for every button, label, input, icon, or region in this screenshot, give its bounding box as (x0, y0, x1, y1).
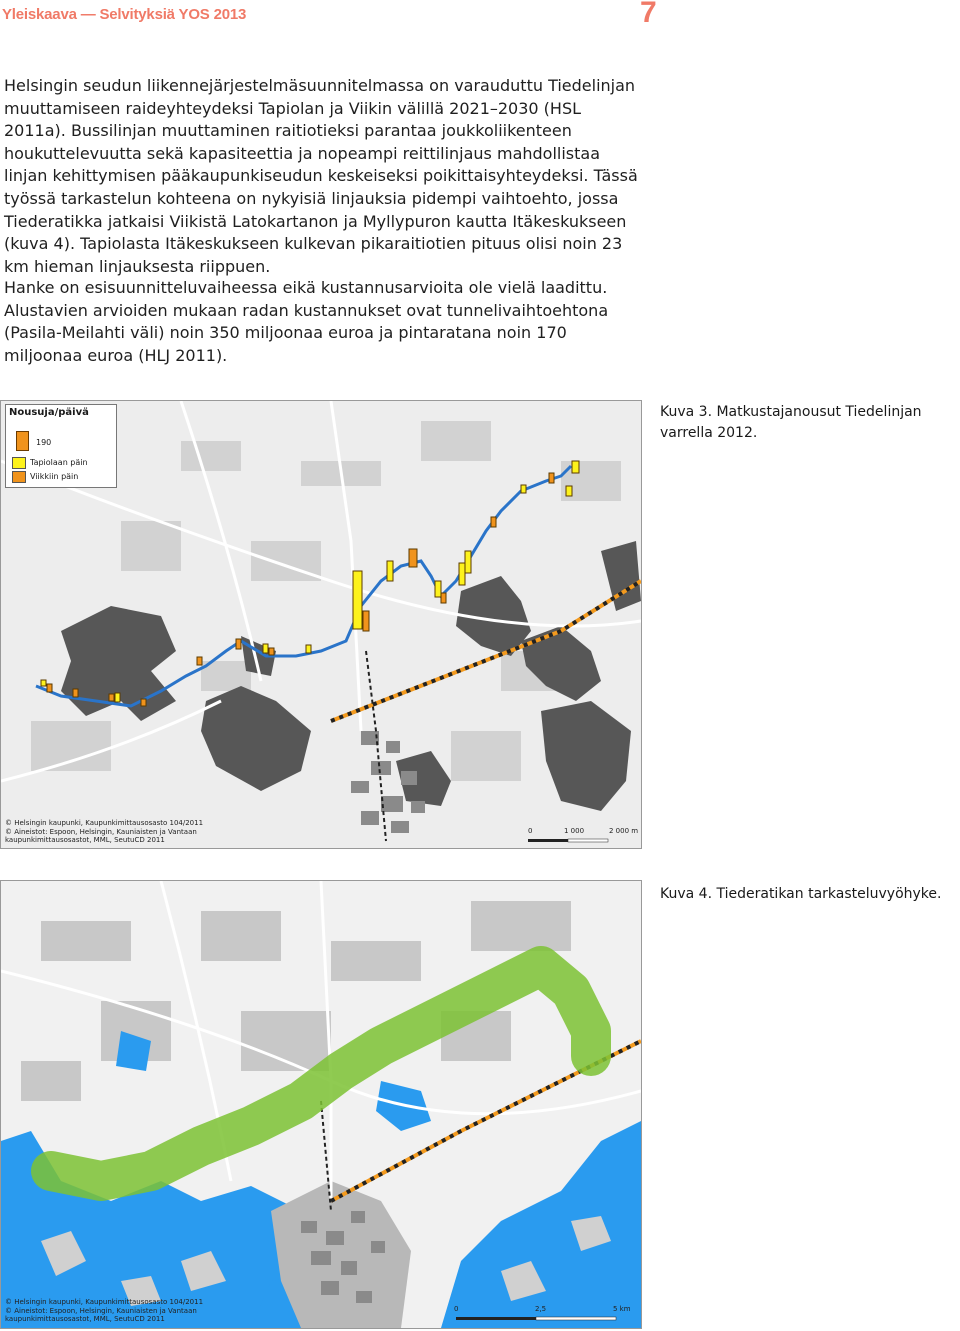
scale-label: 5 km (613, 1305, 631, 1313)
credit-line: kaupunkimittausosastot, MML, SeutuCD 2011 (5, 1315, 165, 1324)
legend-scale-value: 190 (36, 438, 52, 447)
scale-label: 2 000 m (609, 827, 639, 835)
corridor-map (0, 880, 642, 1329)
credit-line: © Helsingin kaupunki, Kaupunkimittausosasto 104/2011 (5, 819, 204, 827)
body-paragraph-1: Helsingin seudun liikennejärjestelmäsuunnitelmassa on varauduttu Tiedelinjan muuttamiseen raideyhteydeksi Tapiolan ja Viikin välillä 2021–2030 (HSL 2011a). Bussilinjan muuttaminen raitiotieksi parantaa joukkoliikenteen houkuttelevuutta sekä kapasiteettia ja nopeampi reittilinjaus mahdollistaa linjan kehittymisen pääkaupunkiseudun keskeiseksi poikittaisyhteydeksi. Tässä työssä tarkastelun kohteena on nykyisiä linjauksia pidempi vaihtoehto, jossa Tiederatikka jatkaisi Viikistä Latokartanon ja Myllypuron kautta Itäkeskukseen (kuva 4). Tapiolasta Itäkeskukseen kulkevan pikaraitiotien pituus olisi noin 23 km hieman linjauksesta riippuen. (4, 76, 638, 276)
credit-line: © Aineistot: Espoon, Helsingin, Kauniaisten ja Vantaan (5, 827, 197, 836)
scale-label: 2,5 (535, 1305, 547, 1313)
legend-label-viikki: Viikkiin päin (30, 472, 79, 481)
map-legend (5, 404, 117, 488)
credit-line: © Aineistot: Espoon, Helsingin, Kauniaisten ja Vantaan (5, 1306, 197, 1315)
credit-line: kaupunkimittausosastot, MML, SeutuCD 2011 (5, 836, 165, 845)
legend-swatch-viikki (12, 471, 26, 483)
figure-caption-1: Kuva 3. Matkustajanousut Tiedelinjan varrella 2012. (660, 404, 922, 441)
scale-label: 0 (454, 1305, 459, 1313)
map-credit (5, 1298, 203, 1324)
body-paragraph-2: Hanke on esisuunnitteluvaiheessa eikä kustannusarvioita ole vielä laadittu. Alustavien arvioiden mukaan radan kustannukset ovat tunnelivaihtoehtona (Pasila-Meilahti väli) noin 350 miljoonaa euroa ja pintaratana noin 170 miljoonaa euroa (HLJ 2011). (4, 278, 609, 365)
scale-bar (456, 1316, 636, 1322)
corridor-map-graphic (1, 881, 641, 1328)
running-title: Yleiskaava — Selvityksiä YOS 2013 (2, 6, 247, 23)
scale-label: 1 000 (564, 827, 585, 835)
page-number: 7 (640, 0, 657, 29)
map-credit (5, 819, 203, 845)
legend-label-tapiola: Tapiolaan päin (30, 458, 88, 467)
scale-bar (528, 838, 638, 844)
scale-label: 0 (528, 827, 533, 835)
figure-caption-2: Kuva 4. Tiederatikan tarkasteluvyöhyke. (660, 886, 942, 902)
legend-title: Nousuja/päivä (9, 407, 89, 418)
legend-scale-bar (16, 431, 29, 451)
legend-swatch-tapiola (12, 457, 26, 469)
boardings-map (0, 400, 642, 849)
credit-line: © Helsingin kaupunki, Kaupunkimittausosasto 104/2011 (5, 1298, 204, 1306)
